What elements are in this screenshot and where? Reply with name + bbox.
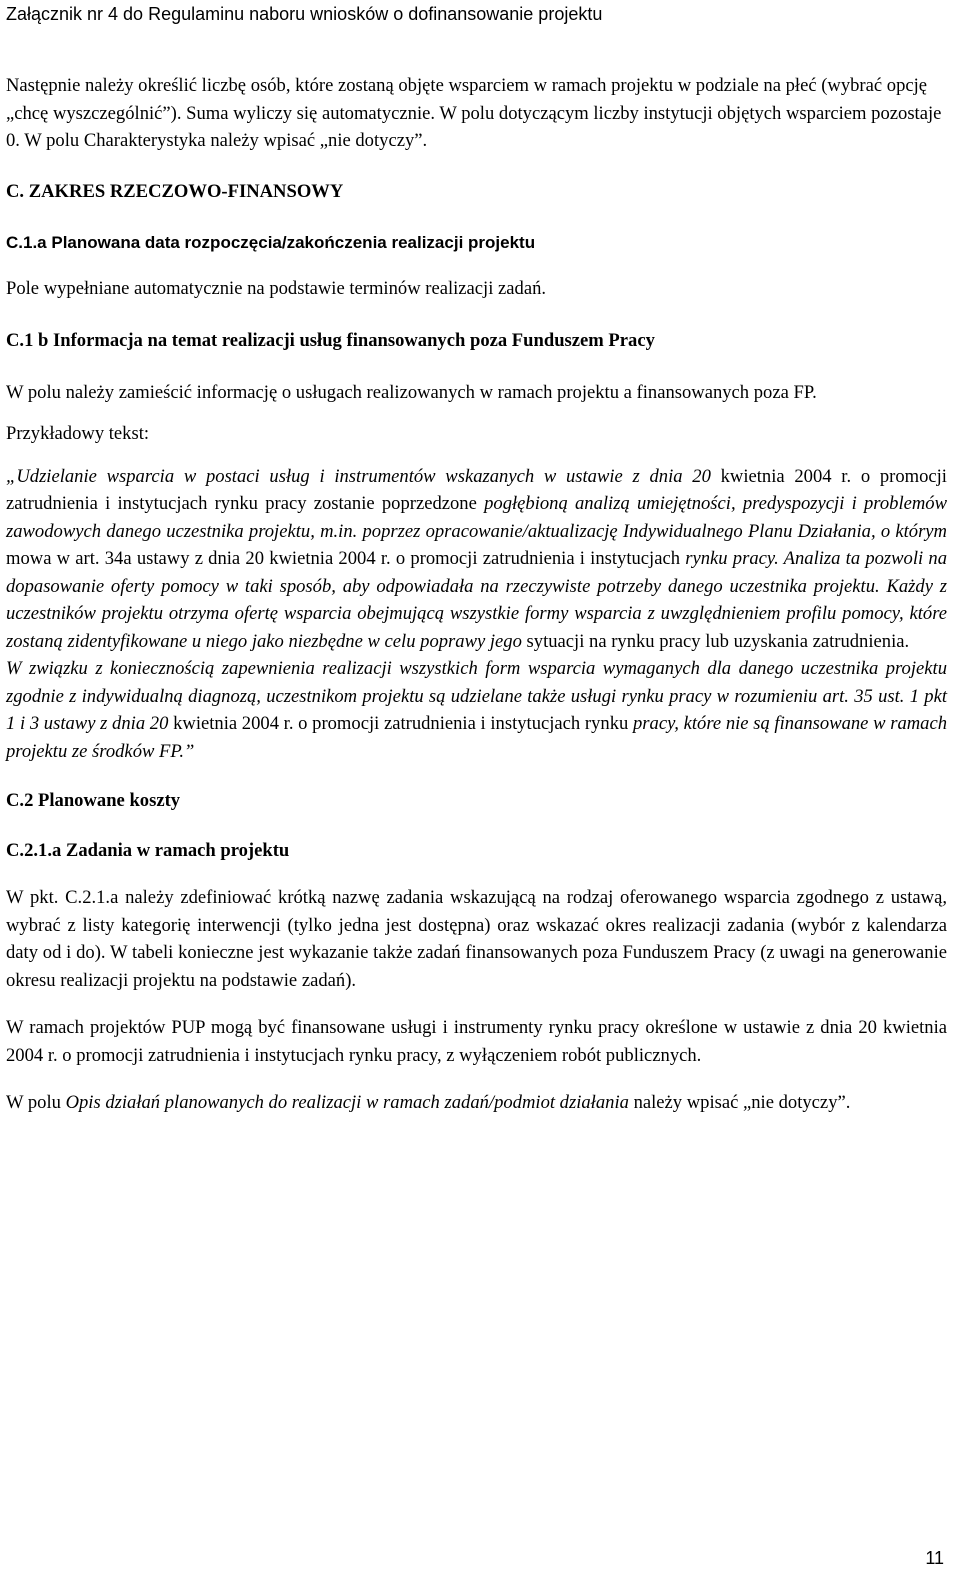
heading-c1b: C.1 b Informacja na temat realizacji usług finansowanych poza Funduszem Pracy (6, 330, 655, 351)
example-text-part: sytuacji na rynku pracy lub uzyskania zatrudnienia. (526, 630, 910, 652)
heading-section-c: C. ZAKRES RZECZOWO-FINANSOWY (6, 180, 344, 202)
document-header: Załącznik nr 4 do Regulaminu naboru wniosków o dofinansowanie projektu (6, 4, 603, 24)
paragraph-pup: W ramach projektów PUP mogą być finansowane usługi i instrumenty rynku pracy określone w ustawie z dnia 20 kwietnia 2004 r. o promocji zatrudnienia i instytucjach rynku pracy, z wyłączeniem robót publicznych. (6, 1017, 947, 1066)
paragraph-opis (6, 1089, 947, 1117)
heading-c1a: C.1.a Planowana data rozpoczęcia/zakończenia realizacji projektu (6, 233, 536, 252)
page-number: 11 (925, 1548, 944, 1568)
example-text-part: W związku z koniecznością zapewnienia realizacji wszystkich form wsparcia wymaganych dla danego uczestnika projektu zgodnie z indywidualną diagnozą, uczestnikom projektu są udzielane także usługi rynku pracy w rozumieniu art. 35 ust. 1 pkt 1 i 3 ustawy z dnia 20 (6, 658, 947, 734)
paragraph-opis-field-name: Opis działań planowanych do realizacji w ramach zadań/podmiot działania (65, 1092, 629, 1113)
paragraph-c21a: W pkt. C.2.1.a należy zdefiniować krótką nazwę zadania wskazującą na rodzaj oferowanego wsparcia zgodnego z ustawą, wybrać z listy kategorię interwencji (tylko jedna jest dostępna) oraz wskazać okres realizacji zadania (wybór z kalendarza daty od i do). W tabeli konieczne jest wykazanie także zadań finansowanych poza Funduszem Pracy (z uwagi na generowanie okresu realizacji projektu na podstawie zadań). (6, 887, 947, 991)
paragraph-c1b: W polu należy zamieścić informację o usługach realizowanych w ramach projektu a finansowanych poza FP. (6, 381, 817, 403)
paragraph-opis-part: W polu (6, 1092, 61, 1113)
example-text-part: rynku pracy. Analiza ta pozwoli na dopasowanie oferty pomocy w taki sposób, aby odpowiadała na rzeczywiste potrzeby danego uczestnika projektu. Każdy z uczestników projektu otrzyma ofertę wsparcia obejmującą wszystkie formy wsparcia z uwzględnieniem profilu pomocy, które zostaną zidentyfikowane u niego jako niezbędne w celu poprawy jego (6, 548, 947, 652)
example-text-part: kwietnia 2004 r. o promocji zatrudnienia i instytucjach rynku (173, 713, 629, 734)
document-body (6, 72, 947, 1117)
example-text-part: „Udzielanie wsparcia w postaci usług i instrumentów wskazanych w ustawie z dnia 20 (6, 465, 711, 487)
paragraph-c1a: Pole wypełniane automatycznie na podstawie terminów realizacji zadań. (6, 277, 547, 299)
heading-c21a: C.2.1.a Zadania w ramach projektu (6, 839, 290, 861)
example-label: Przykładowy tekst: (6, 423, 150, 444)
paragraph-opis-part: należy wpisać „nie dotyczy”. (633, 1092, 851, 1113)
example-text-2 (6, 655, 947, 765)
paragraph-intro: Następnie należy określić liczbę osób, które zostaną objęte wsparciem w ramach projektu w podziale na płeć (wybrać opcję „chcę wyszczególnić”). Suma wyliczy się automatycznie. W polu dotyczącym liczby instytucji objętych wsparciem pozostaje 0. W polu Charakterystyka należy wpisać „nie dotyczy”. (6, 75, 942, 151)
example-text-part: pogłębioną analizą umiejętności, predyspozycji i problemów zawodowych danego uczestnika projektu, m.in. poprzez opracowanie/aktualizację Indywidualnego Planu Działania, o którym (6, 493, 947, 542)
heading-c2: C.2 Planowane koszty (6, 790, 181, 811)
example-text (6, 463, 947, 656)
example-text-part: pracy, które nie są finansowane w ramach projektu ze środków FP.” (6, 713, 948, 762)
example-text-part: mowa w art. 34a ustawy z dnia 20 kwietnia 2004 r. o promocji zatrudnienia i instytucjach (6, 548, 681, 569)
example-text-part: kwietnia 2004 r. o promocji zatrudnienia i instytucjach rynku pracy zostanie poprzedzone (6, 465, 947, 514)
